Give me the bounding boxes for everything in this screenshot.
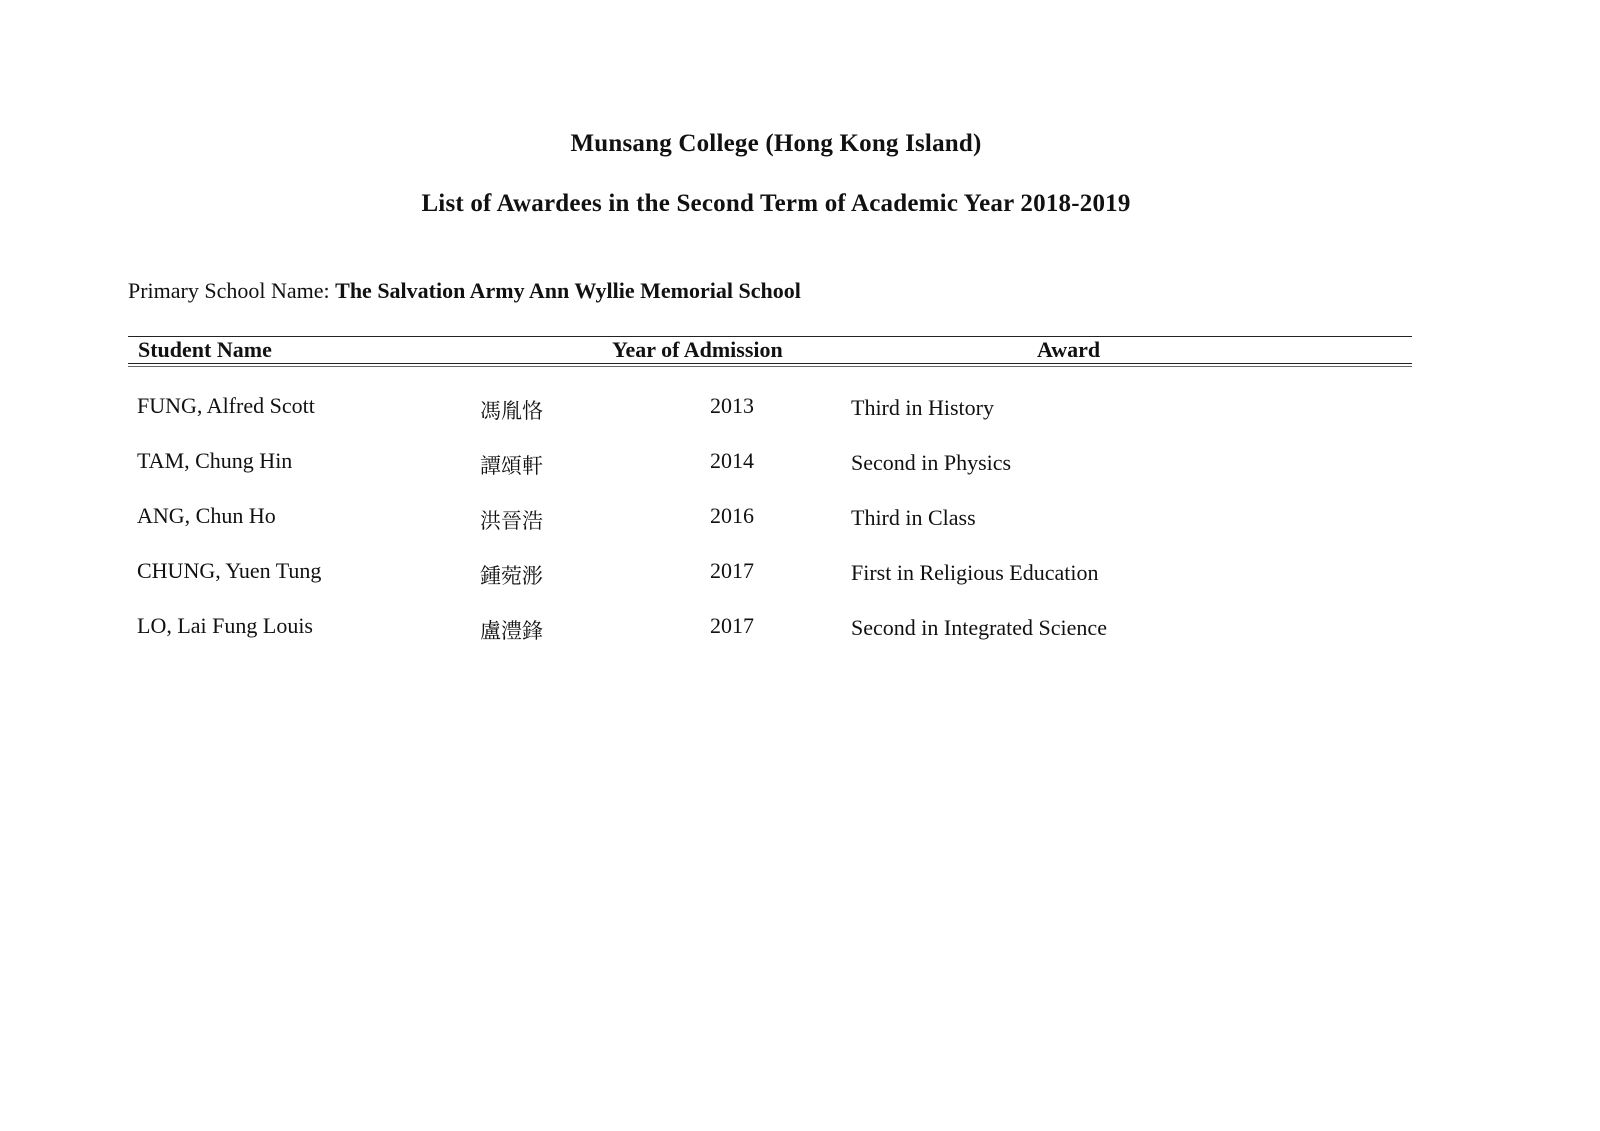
student-name-chinese: 洪晉浩 xyxy=(480,509,543,533)
student-name-english: LO, Lai Fung Louis xyxy=(137,613,313,638)
award: Second in Physics xyxy=(851,450,1012,475)
student-name-chinese: 譚頌軒 xyxy=(480,454,543,478)
primary-school-name: The Salvation Army Ann Wyllie Memorial School xyxy=(335,278,801,303)
student-name-chinese: 鍾菀浵 xyxy=(480,564,543,588)
year-of-admission: 2016 xyxy=(710,503,754,528)
table-row xyxy=(0,558,1600,598)
column-header-award: Award xyxy=(1037,337,1101,362)
table-row xyxy=(0,393,1600,433)
column-header-student-name: Student Name xyxy=(138,337,272,362)
student-name-chinese: 馮胤恪 xyxy=(480,399,543,423)
table-row xyxy=(0,503,1600,543)
year-of-admission: 2017 xyxy=(710,558,754,583)
award: First in Religious Education xyxy=(851,560,1099,585)
primary-school-label: Primary School Name: xyxy=(128,278,330,303)
year-of-admission: 2014 xyxy=(710,448,754,473)
column-header-year-of-admission: Year of Admission xyxy=(612,337,783,362)
award: Third in Class xyxy=(851,505,976,530)
student-name-english: TAM, Chung Hin xyxy=(137,448,293,473)
college-title: Munsang College (Hong Kong Island) xyxy=(570,130,982,157)
table-header-rule xyxy=(128,363,1412,364)
student-name-english: ANG, Chun Ho xyxy=(137,503,276,528)
student-name-chinese: 盧澧鋒 xyxy=(480,619,543,643)
table-row xyxy=(0,448,1600,488)
award: Third in History xyxy=(851,395,994,420)
awardees-list-title: List of Awardees in the Second Term of Academic Year 2018-2019 xyxy=(421,190,1131,217)
table-header-rule-secondary xyxy=(128,366,1412,367)
year-of-admission: 2017 xyxy=(710,613,754,638)
primary-school-line xyxy=(128,278,801,304)
student-name-english: FUNG, Alfred Scott xyxy=(137,393,315,418)
year-of-admission: 2013 xyxy=(710,393,754,418)
award: Second in Integrated Science xyxy=(851,615,1107,640)
table-row xyxy=(0,613,1600,653)
student-name-english: CHUNG, Yuen Tung xyxy=(137,558,322,583)
